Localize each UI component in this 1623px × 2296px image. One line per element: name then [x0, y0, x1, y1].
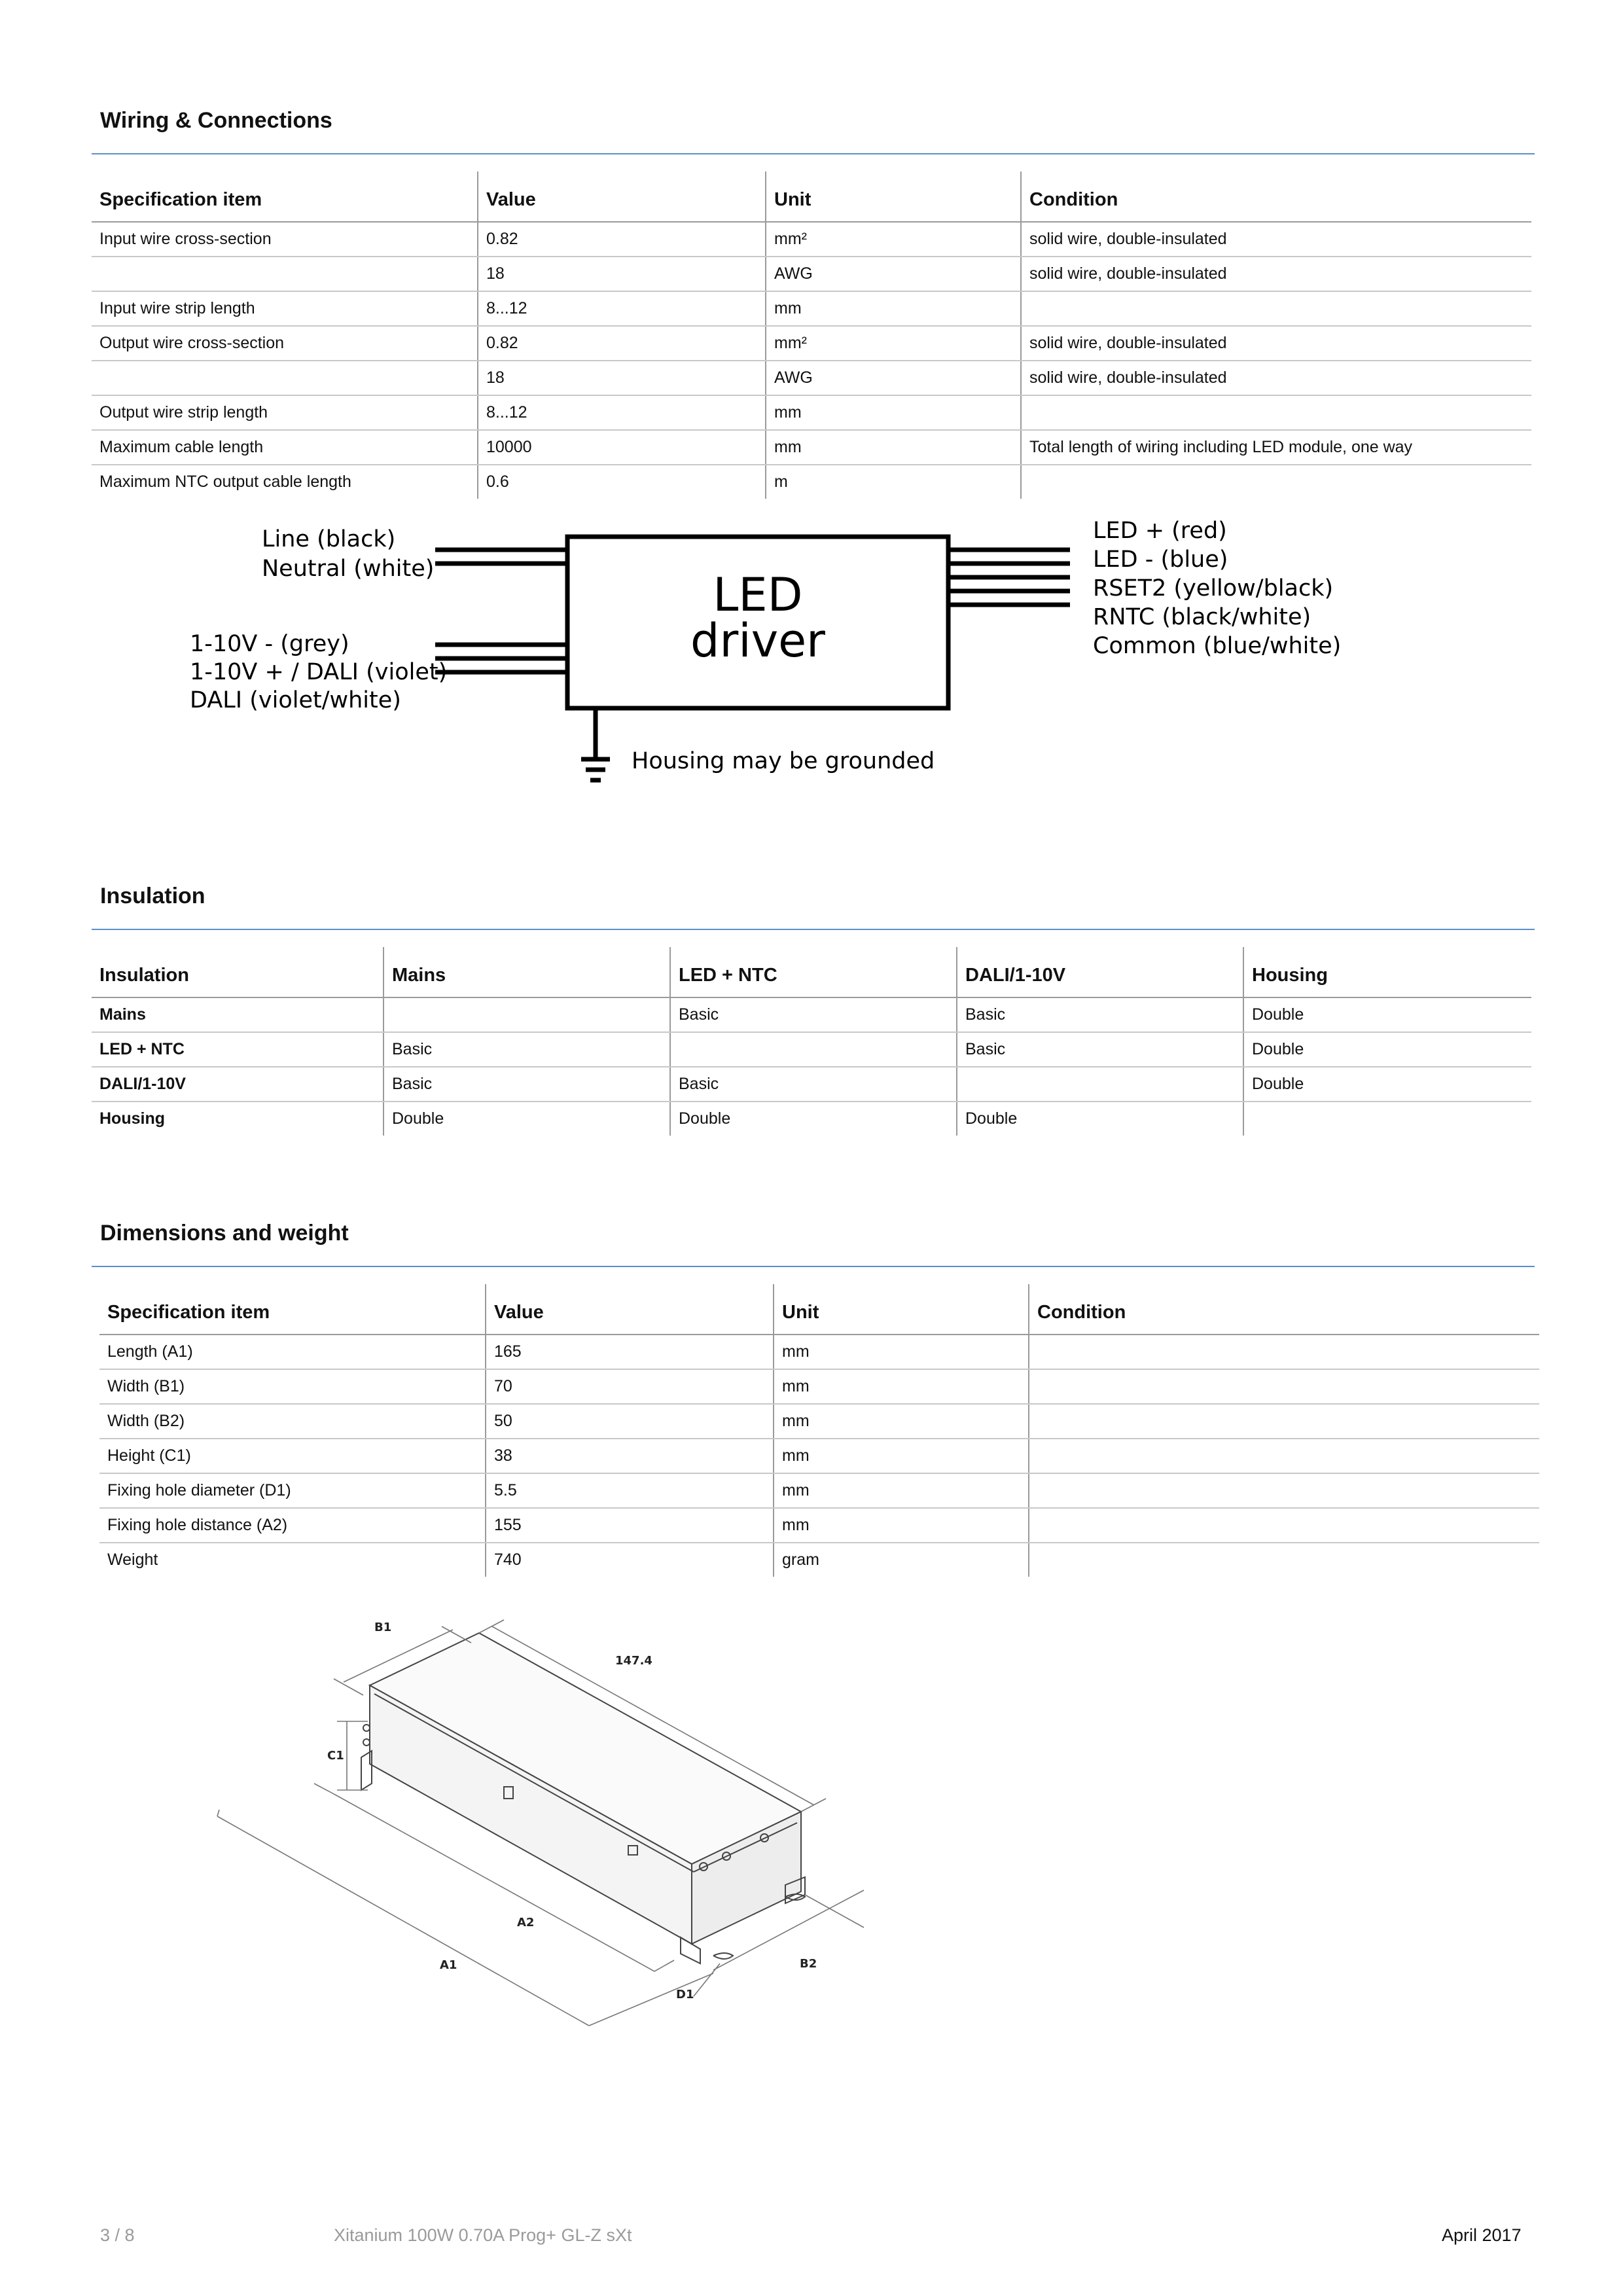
table-cell: 8...12 — [478, 291, 766, 326]
insulation-section-title: Insulation — [100, 884, 205, 908]
dimension-label-b2: B2 — [800, 1957, 817, 1971]
table-cell — [1243, 1102, 1531, 1136]
table-cell: mm — [774, 1335, 1029, 1369]
wire-label-common: Common (blue/white) — [1093, 633, 1342, 659]
row-header: LED + NTC — [92, 1032, 383, 1067]
dimension-drawing — [196, 1597, 916, 2081]
column-header: DALI/1-10V — [957, 947, 1243, 997]
dimension-label-b1: B1 — [374, 1621, 392, 1634]
table-row — [99, 1508, 1539, 1543]
table-cell — [1029, 1473, 1539, 1508]
dimension-label-length: 147.4 — [615, 1654, 652, 1668]
table-cell: Input wire strip length — [92, 291, 478, 326]
dimension-label-a2: A2 — [517, 1916, 535, 1929]
wire-label-rset2: RSET2 (yellow/black) — [1093, 575, 1334, 601]
dimension-label-d1: D1 — [676, 1988, 694, 2001]
table-cell — [1021, 395, 1531, 430]
table-cell: Double — [1243, 997, 1531, 1032]
table-cell: Basic — [670, 1067, 957, 1102]
table-cell: 0.82 — [478, 326, 766, 361]
table-row — [99, 1543, 1539, 1577]
table-cell: Basic — [383, 1032, 670, 1067]
table-cell — [92, 257, 478, 291]
column-header: Condition — [1029, 1284, 1539, 1335]
dimensions-table — [99, 1284, 1539, 1577]
table-cell — [92, 361, 478, 395]
table-row — [92, 1067, 1531, 1102]
table-row — [92, 291, 1531, 326]
table-cell: Maximum NTC output cable length — [99, 473, 351, 491]
table-row — [92, 361, 1531, 395]
table-cell: Double — [383, 1102, 670, 1136]
column-header: Unit — [774, 1284, 1029, 1335]
wiring-section-rule — [92, 153, 1535, 154]
table-cell: Basic — [957, 997, 1243, 1032]
wire-label-led-plus: LED + (red) — [1093, 518, 1227, 544]
table-cell: Fixing hole distance (A2) — [99, 1508, 486, 1543]
table-cell: Double — [1243, 1067, 1531, 1102]
driver-housing-outline — [361, 1633, 805, 1964]
column-header: Specification item — [92, 171, 478, 222]
table-cell: Fixing hole diameter (D1) — [99, 1473, 486, 1508]
table-cell: Double — [670, 1102, 957, 1136]
table-row — [99, 1369, 1539, 1404]
led-driver-box — [567, 537, 948, 708]
table-cell: m — [766, 465, 1021, 499]
input-wires — [435, 550, 567, 672]
table-cell: Double — [1243, 1032, 1531, 1067]
driver-label-line1: LED — [713, 568, 803, 622]
table-cell: mm — [774, 1508, 1029, 1543]
table-row — [92, 997, 1531, 1032]
table-cell: gram — [774, 1543, 1029, 1577]
wire-label-rntc: RNTC (black/white) — [1093, 604, 1311, 630]
table-cell: mm — [774, 1369, 1029, 1404]
output-wires — [948, 550, 1070, 605]
table-cell: Width (B2) — [99, 1404, 486, 1439]
table-header-row — [99, 1284, 1539, 1335]
wiring-table — [92, 171, 1531, 499]
table-cell: 740 — [486, 1543, 774, 1577]
product-name: Xitanium 100W 0.70A Prog+ GL-Z sXt — [334, 2225, 632, 2245]
table-cell: Output wire cross-section — [92, 326, 478, 361]
table-row — [99, 1473, 1539, 1508]
table-row — [92, 326, 1531, 361]
table-header-row — [92, 171, 1531, 222]
table-cell: mm — [766, 430, 1021, 465]
table-row — [92, 1032, 1531, 1067]
wire-label-dali: DALI (violet/white) — [190, 687, 401, 713]
table-cell: solid wire, double-insulated — [1021, 257, 1531, 291]
table-cell: Weight — [107, 1551, 158, 1569]
ground-icon — [581, 708, 610, 780]
column-header: Housing — [1243, 947, 1531, 997]
table-cell — [1029, 1335, 1539, 1369]
table-row — [92, 395, 1531, 430]
table-cell — [670, 1032, 957, 1067]
table-cell — [1029, 1543, 1539, 1577]
table-cell: Basic — [957, 1032, 1243, 1067]
table-cell: 8...12 — [478, 395, 766, 430]
table-cell: 165 — [486, 1335, 774, 1369]
table-cell: 50 — [486, 1404, 774, 1439]
table-cell: Double — [957, 1102, 1243, 1136]
page-number: 3 / 8 — [100, 2225, 135, 2245]
column-header: LED + NTC — [670, 947, 957, 997]
wiring-section-title: Wiring & Connections — [100, 108, 332, 133]
table-row — [99, 1404, 1539, 1439]
table-cell: Length (A1) — [99, 1335, 486, 1369]
wire-label-line: Line (black) — [262, 526, 396, 552]
table-cell: solid wire, double-insulated — [1021, 361, 1531, 395]
row-header: Mains — [92, 997, 383, 1032]
table-cell: mm — [766, 395, 1021, 430]
table-cell: AWG — [766, 257, 1021, 291]
table-cell: mm — [766, 291, 1021, 326]
column-header: Insulation — [92, 947, 383, 997]
table-cell: 155 — [486, 1508, 774, 1543]
dimensions-section-title: Dimensions and weight — [100, 1221, 349, 1246]
table-cell: mm² — [766, 222, 1021, 257]
dimension-label-c1: C1 — [327, 1749, 344, 1763]
table-cell: Basic — [670, 997, 957, 1032]
table-row — [92, 430, 1531, 465]
table-cell: Width (B1) — [99, 1369, 486, 1404]
column-header: Condition — [1021, 171, 1531, 222]
wiring-diagram — [164, 517, 1407, 805]
wire-label-1-10v-minus: 1-10V - (grey) — [190, 631, 349, 657]
table-row — [99, 1335, 1539, 1369]
driver-label-line2: driver — [690, 614, 825, 668]
table-cell: mm — [774, 1404, 1029, 1439]
ground-label: Housing may be grounded — [632, 748, 935, 774]
table-cell: 38 — [486, 1439, 774, 1473]
table-cell: Basic — [383, 1067, 670, 1102]
table-cell: Maximum cable length — [92, 430, 478, 465]
column-header: Value — [486, 1284, 774, 1335]
table-header-row — [92, 947, 1531, 997]
row-header: Housing — [99, 1109, 165, 1128]
table-cell: 5.5 — [486, 1473, 774, 1508]
column-header: Mains — [383, 947, 670, 997]
dimensions-section-rule — [92, 1266, 1535, 1267]
table-row — [92, 1102, 1531, 1136]
table-cell — [1021, 465, 1531, 499]
table-cell: Input wire cross-section — [92, 222, 478, 257]
column-header: Unit — [766, 171, 1021, 222]
table-cell — [1029, 1439, 1539, 1473]
column-header: Value — [478, 171, 766, 222]
table-cell: mm — [774, 1439, 1029, 1473]
wire-label-1-10v-plus-dali: 1-10V + / DALI (violet) — [190, 659, 448, 685]
table-cell: 70 — [486, 1369, 774, 1404]
table-row — [92, 465, 1531, 499]
table-cell — [1029, 1508, 1539, 1543]
table-cell — [1021, 291, 1531, 326]
table-cell: mm² — [766, 326, 1021, 361]
wire-label-neutral: Neutral (white) — [262, 556, 435, 582]
table-cell — [1029, 1369, 1539, 1404]
column-header: Specification item — [99, 1284, 486, 1335]
table-row — [99, 1439, 1539, 1473]
dimension-label-a1: A1 — [440, 1958, 457, 1972]
table-cell: Height (C1) — [99, 1439, 486, 1473]
insulation-table — [92, 947, 1531, 1136]
table-cell: solid wire, double-insulated — [1021, 222, 1531, 257]
table-cell: 0.82 — [478, 222, 766, 257]
table-cell: solid wire, double-insulated — [1021, 326, 1531, 361]
table-cell: 0.6 — [478, 465, 766, 499]
table-cell: Total length of wiring including LED module, one way — [1021, 430, 1531, 465]
table-cell — [383, 997, 670, 1032]
table-cell: mm — [774, 1473, 1029, 1508]
row-header: DALI/1-10V — [92, 1067, 383, 1102]
table-cell: AWG — [766, 361, 1021, 395]
wire-label-led-minus: LED - (blue) — [1093, 547, 1228, 573]
table-cell: 18 — [478, 361, 766, 395]
table-cell: 18 — [478, 257, 766, 291]
table-cell: Output wire strip length — [92, 395, 478, 430]
table-row — [92, 257, 1531, 291]
table-cell: 10000 — [478, 430, 766, 465]
document-date: April 2017 — [1442, 2225, 1522, 2245]
table-cell — [957, 1067, 1243, 1102]
insulation-section-rule — [92, 929, 1535, 930]
table-cell — [1029, 1404, 1539, 1439]
table-row — [92, 222, 1531, 257]
